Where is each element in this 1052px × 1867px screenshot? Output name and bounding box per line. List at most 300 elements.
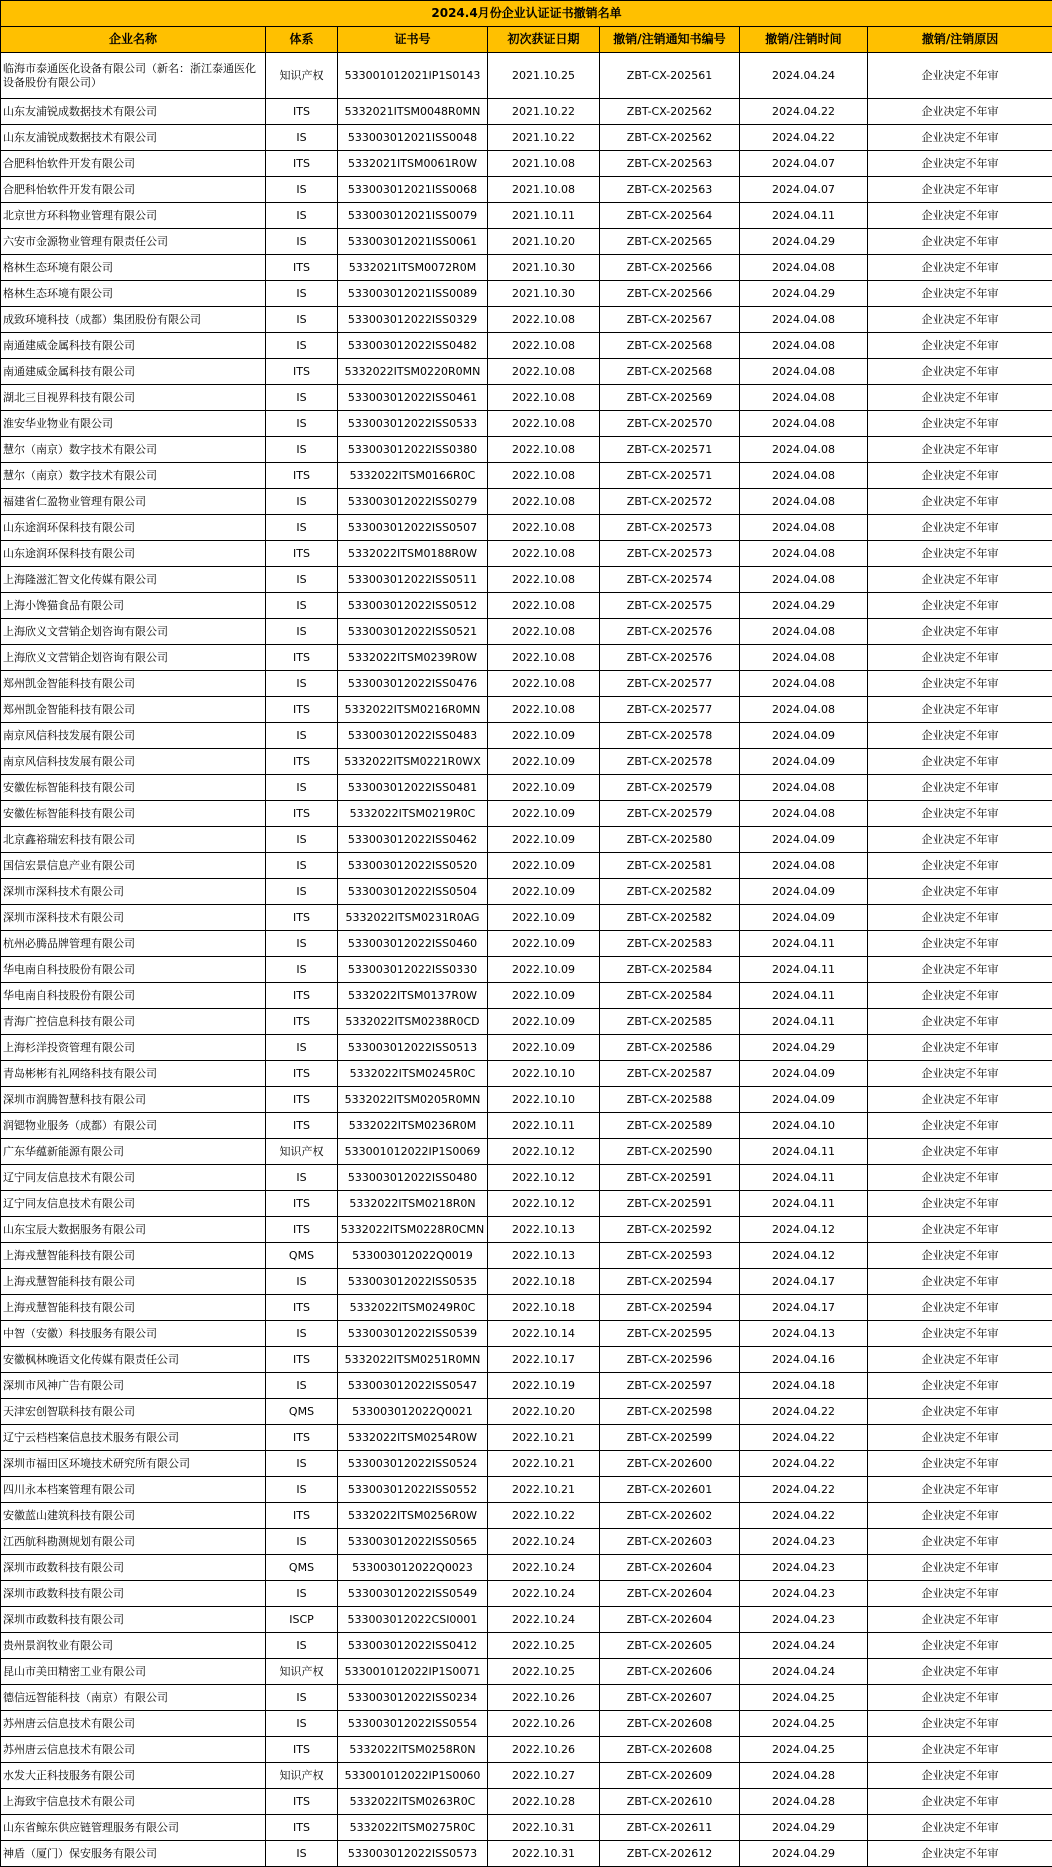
- revoke-date-cell: 2024.04.08: [740, 255, 868, 281]
- first-date-cell: 2022.10.09: [488, 749, 600, 775]
- first-date-cell: 2022.10.08: [488, 645, 600, 671]
- system-cell: IS: [266, 1711, 338, 1737]
- header-row: [1, 27, 1052, 53]
- first-date-cell: 2022.10.21: [488, 1425, 600, 1451]
- notice-no-cell: ZBT-CX-202607: [600, 1685, 740, 1711]
- company-name-cell: 深圳市深科技术有限公司: [1, 905, 266, 931]
- system-cell: IS: [266, 1451, 338, 1477]
- reason-cell: 企业决定不年审: [868, 1399, 1052, 1425]
- table-row: [1, 801, 1052, 827]
- system-cell: ITS: [266, 359, 338, 385]
- reason-cell: 企业决定不年审: [868, 255, 1052, 281]
- first-date-cell: 2022.10.08: [488, 593, 600, 619]
- cert-no-cell: 533003012022ISS0547: [338, 1373, 488, 1399]
- cert-no-cell: 5332022ITSM0218R0N: [338, 1191, 488, 1217]
- cert-no-cell: 5332022ITSM0239R0W: [338, 645, 488, 671]
- revoke-date-cell: 2024.04.08: [740, 515, 868, 541]
- cert-no-cell: 533003012022ISS0573: [338, 1841, 488, 1867]
- cert-no-cell: 533003012022ISS0480: [338, 1165, 488, 1191]
- table-row: [1, 203, 1052, 229]
- first-date-cell: 2021.10.30: [488, 281, 600, 307]
- notice-no-cell: ZBT-CX-202575: [600, 593, 740, 619]
- revoke-date-cell: 2024.04.08: [740, 671, 868, 697]
- reason-cell: 企业决定不年审: [868, 385, 1052, 411]
- revoke-date-cell: 2024.04.08: [740, 853, 868, 879]
- revoke-date-cell: 2024.04.10: [740, 1113, 868, 1139]
- revoke-date-cell: 2024.04.08: [740, 567, 868, 593]
- reason-cell: 企业决定不年审: [868, 1009, 1052, 1035]
- notice-no-cell: ZBT-CX-202600: [600, 1451, 740, 1477]
- notice-no-cell: ZBT-CX-202568: [600, 359, 740, 385]
- revoke-date-cell: 2024.04.09: [740, 1061, 868, 1087]
- notice-no-cell: ZBT-CX-202585: [600, 1009, 740, 1035]
- first-date-cell: 2022.10.09: [488, 723, 600, 749]
- revoke-date-cell: 2024.04.22: [740, 1425, 868, 1451]
- revoke-date-cell: 2024.04.25: [740, 1737, 868, 1763]
- table-row: [1, 1581, 1052, 1607]
- company-name-cell: 四川永本档案管理有限公司: [1, 1477, 266, 1503]
- system-cell: IS: [266, 1477, 338, 1503]
- notice-no-cell: ZBT-CX-202608: [600, 1711, 740, 1737]
- reason-cell: 企业决定不年审: [868, 697, 1052, 723]
- first-date-cell: 2022.10.18: [488, 1269, 600, 1295]
- company-name-cell: 上海戎慧智能科技有限公司: [1, 1295, 266, 1321]
- table-row: [1, 1607, 1052, 1633]
- notice-no-cell: ZBT-CX-202592: [600, 1217, 740, 1243]
- notice-no-cell: ZBT-CX-202604: [600, 1581, 740, 1607]
- table-row: [1, 1659, 1052, 1685]
- first-date-cell: 2022.10.11: [488, 1113, 600, 1139]
- notice-no-cell: ZBT-CX-202576: [600, 619, 740, 645]
- system-cell: ITS: [266, 1347, 338, 1373]
- system-cell: IS: [266, 671, 338, 697]
- cert-no-cell: 533003012022ISS0279: [338, 489, 488, 515]
- revoke-date-cell: 2024.04.12: [740, 1243, 868, 1269]
- company-name-cell: 南通建威金属科技有限公司: [1, 333, 266, 359]
- table-row: [1, 125, 1052, 151]
- revoke-date-cell: 2024.04.08: [740, 385, 868, 411]
- table-row: [1, 53, 1052, 99]
- cert-no-cell: 5332022ITSM0228R0CMN: [338, 1217, 488, 1243]
- first-date-cell: 2022.10.26: [488, 1737, 600, 1763]
- reason-cell: 企业决定不年审: [868, 1321, 1052, 1347]
- revoke-date-cell: 2024.04.08: [740, 541, 868, 567]
- first-date-cell: 2022.10.12: [488, 1191, 600, 1217]
- system-cell: 知识产权: [266, 1763, 338, 1789]
- revoke-date-cell: 2024.04.08: [740, 697, 868, 723]
- company-name-cell: 深圳市政数科技有限公司: [1, 1607, 266, 1633]
- cert-no-cell: 533003012022ISS0476: [338, 671, 488, 697]
- reason-cell: 企业决定不年审: [868, 1269, 1052, 1295]
- first-date-cell: 2021.10.22: [488, 125, 600, 151]
- table-row: [1, 177, 1052, 203]
- cert-no-cell: 5332022ITSM0220R0MN: [338, 359, 488, 385]
- notice-no-cell: ZBT-CX-202604: [600, 1555, 740, 1581]
- system-cell: ITS: [266, 645, 338, 671]
- notice-no-cell: ZBT-CX-202577: [600, 671, 740, 697]
- company-name-cell: 六安市金源物业管理有限责任公司: [1, 229, 266, 255]
- notice-no-cell: ZBT-CX-202564: [600, 203, 740, 229]
- cert-no-cell: 533003012022ISS0513: [338, 1035, 488, 1061]
- first-date-cell: 2022.10.08: [488, 489, 600, 515]
- company-name-cell: 山东途润环保科技有限公司: [1, 515, 266, 541]
- company-name-cell: 山东途润环保科技有限公司: [1, 541, 266, 567]
- revoke-date-cell: 2024.04.24: [740, 1659, 868, 1685]
- cert-no-cell: 533003012021ISS0068: [338, 177, 488, 203]
- first-date-cell: 2022.10.09: [488, 983, 600, 1009]
- notice-no-cell: ZBT-CX-202566: [600, 281, 740, 307]
- company-name-cell: 天津宏创智联科技有限公司: [1, 1399, 266, 1425]
- revoke-date-cell: 2024.04.08: [740, 411, 868, 437]
- table-row: [1, 905, 1052, 931]
- cert-no-cell: 5332022ITSM0221R0WX: [338, 749, 488, 775]
- revoke-date-cell: 2024.04.09: [740, 1087, 868, 1113]
- system-cell: IS: [266, 437, 338, 463]
- first-date-cell: 2022.10.25: [488, 1633, 600, 1659]
- table-row: [1, 567, 1052, 593]
- table-row: [1, 1347, 1052, 1373]
- cert-no-cell: 5332022ITSM0137R0W: [338, 983, 488, 1009]
- reason-cell: 企业决定不年审: [868, 359, 1052, 385]
- system-cell: IS: [266, 229, 338, 255]
- company-name-cell: 上海欣义文营销企划咨询有限公司: [1, 645, 266, 671]
- system-cell: ITS: [266, 255, 338, 281]
- header-first-date: 初次获证日期: [488, 27, 600, 53]
- cert-no-cell: 5332022ITSM0254R0W: [338, 1425, 488, 1451]
- system-cell: ITS: [266, 1191, 338, 1217]
- reason-cell: 企业决定不年审: [868, 541, 1052, 567]
- company-name-cell: 山东省鲸东供应链管理服务有限公司: [1, 1815, 266, 1841]
- first-date-cell: 2022.10.12: [488, 1165, 600, 1191]
- notice-no-cell: ZBT-CX-202584: [600, 983, 740, 1009]
- reason-cell: 企业决定不年审: [868, 593, 1052, 619]
- table-row: [1, 1399, 1052, 1425]
- notice-no-cell: ZBT-CX-202561: [600, 53, 740, 99]
- system-cell: IS: [266, 333, 338, 359]
- reason-cell: 企业决定不年审: [868, 619, 1052, 645]
- revoke-date-cell: 2024.04.11: [740, 931, 868, 957]
- table-row: [1, 1763, 1052, 1789]
- reason-cell: 企业决定不年审: [868, 1815, 1052, 1841]
- company-name-cell: 德信远智能科技（南京）有限公司: [1, 1685, 266, 1711]
- company-name-cell: 山东友浦锐成数据技术有限公司: [1, 99, 266, 125]
- revoke-date-cell: 2024.04.29: [740, 281, 868, 307]
- revoke-date-cell: 2024.04.29: [740, 229, 868, 255]
- reason-cell: 企业决定不年审: [868, 1555, 1052, 1581]
- cert-no-cell: 5332022ITSM0219R0C: [338, 801, 488, 827]
- cert-no-cell: 5332022ITSM0188R0W: [338, 541, 488, 567]
- company-name-cell: 合肥科怡软件开发有限公司: [1, 177, 266, 203]
- first-date-cell: 2021.10.08: [488, 177, 600, 203]
- notice-no-cell: ZBT-CX-202568: [600, 333, 740, 359]
- revoke-date-cell: 2024.04.08: [740, 801, 868, 827]
- revoke-date-cell: 2024.04.23: [740, 1607, 868, 1633]
- first-date-cell: 2022.10.09: [488, 879, 600, 905]
- revoke-date-cell: 2024.04.09: [740, 879, 868, 905]
- system-cell: IS: [266, 1321, 338, 1347]
- notice-no-cell: ZBT-CX-202604: [600, 1607, 740, 1633]
- table-row: [1, 1841, 1052, 1867]
- reason-cell: 企业决定不年审: [868, 177, 1052, 203]
- company-name-cell: 上海戎慧智能科技有限公司: [1, 1269, 266, 1295]
- first-date-cell: 2021.10.30: [488, 255, 600, 281]
- first-date-cell: 2022.10.09: [488, 1009, 600, 1035]
- cert-no-cell: 533001012022IP1S0071: [338, 1659, 488, 1685]
- table-row: [1, 1815, 1052, 1841]
- notice-no-cell: ZBT-CX-202579: [600, 775, 740, 801]
- table-row: [1, 697, 1052, 723]
- cert-no-cell: 533003012022ISS0462: [338, 827, 488, 853]
- revoke-date-cell: 2024.04.09: [740, 723, 868, 749]
- system-cell: ITS: [266, 1009, 338, 1035]
- revoke-date-cell: 2024.04.11: [740, 1165, 868, 1191]
- first-date-cell: 2022.10.13: [488, 1243, 600, 1269]
- system-cell: IS: [266, 723, 338, 749]
- system-cell: IS: [266, 489, 338, 515]
- reason-cell: 企业决定不年审: [868, 1685, 1052, 1711]
- company-name-cell: 合肥科怡软件开发有限公司: [1, 151, 266, 177]
- cert-no-cell: 533003012022ISS0380: [338, 437, 488, 463]
- notice-no-cell: ZBT-CX-202562: [600, 99, 740, 125]
- company-name-cell: 北京鑫裕瑞宏科技有限公司: [1, 827, 266, 853]
- table-row: [1, 489, 1052, 515]
- company-name-cell: 福建省仁盈物业管理有限公司: [1, 489, 266, 515]
- table-row: [1, 1035, 1052, 1061]
- notice-no-cell: ZBT-CX-202595: [600, 1321, 740, 1347]
- reason-cell: 企业决定不年审: [868, 515, 1052, 541]
- company-name-cell: 苏州唐云信息技术有限公司: [1, 1737, 266, 1763]
- first-date-cell: 2021.10.25: [488, 53, 600, 99]
- first-date-cell: 2022.10.09: [488, 957, 600, 983]
- reason-cell: 企业决定不年审: [868, 567, 1052, 593]
- notice-no-cell: ZBT-CX-202610: [600, 1789, 740, 1815]
- cert-no-cell: 533003012022ISS0460: [338, 931, 488, 957]
- reason-cell: 企业决定不年审: [868, 1581, 1052, 1607]
- reason-cell: 企业决定不年审: [868, 1295, 1052, 1321]
- company-name-cell: 南京风信科技发展有限公司: [1, 723, 266, 749]
- cert-no-cell: 5332022ITSM0205R0MN: [338, 1087, 488, 1113]
- table-row: [1, 229, 1052, 255]
- first-date-cell: 2022.10.24: [488, 1529, 600, 1555]
- title-row: [1, 1, 1052, 27]
- cert-no-cell: 533003012022ISS0412: [338, 1633, 488, 1659]
- system-cell: ITS: [266, 801, 338, 827]
- reason-cell: 企业决定不年审: [868, 1139, 1052, 1165]
- notice-no-cell: ZBT-CX-202573: [600, 515, 740, 541]
- notice-no-cell: ZBT-CX-202612: [600, 1841, 740, 1867]
- system-cell: IS: [266, 177, 338, 203]
- reason-cell: 企业决定不年审: [868, 983, 1052, 1009]
- notice-no-cell: ZBT-CX-202569: [600, 385, 740, 411]
- table-row: [1, 671, 1052, 697]
- revoke-date-cell: 2024.04.16: [740, 1347, 868, 1373]
- company-name-cell: 南通建威金属科技有限公司: [1, 359, 266, 385]
- reason-cell: 企业决定不年审: [868, 723, 1052, 749]
- revoke-date-cell: 2024.04.29: [740, 1815, 868, 1841]
- reason-cell: 企业决定不年审: [868, 1087, 1052, 1113]
- notice-no-cell: ZBT-CX-202587: [600, 1061, 740, 1087]
- cert-no-cell: 533003012022ISS0461: [338, 385, 488, 411]
- first-date-cell: 2022.10.09: [488, 905, 600, 931]
- cert-no-cell: 5332022ITSM0238R0CD: [338, 1009, 488, 1035]
- reason-cell: 企业决定不年审: [868, 827, 1052, 853]
- system-cell: IS: [266, 1269, 338, 1295]
- first-date-cell: 2022.10.28: [488, 1789, 600, 1815]
- first-date-cell: 2022.10.09: [488, 931, 600, 957]
- table-row: [1, 1113, 1052, 1139]
- revoke-date-cell: 2024.04.09: [740, 749, 868, 775]
- system-cell: ITS: [266, 1503, 338, 1529]
- company-name-cell: 临海市泰通医化设备有限公司（新名：浙江泰通医化设备股份有限公司）: [1, 53, 266, 99]
- system-cell: IS: [266, 1841, 338, 1867]
- cert-no-cell: 533003012022Q0023: [338, 1555, 488, 1581]
- header-system: 体系: [266, 27, 338, 53]
- cert-no-cell: 533003012022Q0019: [338, 1243, 488, 1269]
- reason-cell: 企业决定不年审: [868, 1633, 1052, 1659]
- system-cell: IS: [266, 619, 338, 645]
- revoke-date-cell: 2024.04.28: [740, 1763, 868, 1789]
- first-date-cell: 2022.10.13: [488, 1217, 600, 1243]
- table-row: [1, 99, 1052, 125]
- notice-no-cell: ZBT-CX-202582: [600, 905, 740, 931]
- company-name-cell: 辽宁同友信息技术有限公司: [1, 1165, 266, 1191]
- system-cell: ITS: [266, 1217, 338, 1243]
- cert-no-cell: 533003012022ISS0329: [338, 307, 488, 333]
- notice-no-cell: ZBT-CX-202586: [600, 1035, 740, 1061]
- revoke-date-cell: 2024.04.07: [740, 151, 868, 177]
- first-date-cell: 2022.10.08: [488, 411, 600, 437]
- first-date-cell: 2022.10.09: [488, 1035, 600, 1061]
- revoke-date-cell: 2024.04.11: [740, 1009, 868, 1035]
- revoke-date-cell: 2024.04.23: [740, 1581, 868, 1607]
- company-name-cell: 深圳市深科技术有限公司: [1, 879, 266, 905]
- reason-cell: 企业决定不年审: [868, 775, 1052, 801]
- revoke-date-cell: 2024.04.22: [740, 1399, 868, 1425]
- reason-cell: 企业决定不年审: [868, 1607, 1052, 1633]
- first-date-cell: 2022.10.31: [488, 1815, 600, 1841]
- system-cell: ITS: [266, 983, 338, 1009]
- cert-no-cell: 533003012022ISS0524: [338, 1451, 488, 1477]
- company-name-cell: 安徽蓝山建筑科技有限公司: [1, 1503, 266, 1529]
- table-row: [1, 1685, 1052, 1711]
- table-row: [1, 879, 1052, 905]
- system-cell: IS: [266, 515, 338, 541]
- reason-cell: 企业决定不年审: [868, 99, 1052, 125]
- reason-cell: 企业决定不年审: [868, 1243, 1052, 1269]
- company-name-cell: 安徽枫林晚语文化传媒有限责任公司: [1, 1347, 266, 1373]
- cert-no-cell: 533003012022ISS0533: [338, 411, 488, 437]
- revoke-date-cell: 2024.04.09: [740, 905, 868, 931]
- notice-no-cell: ZBT-CX-202603: [600, 1529, 740, 1555]
- system-cell: IS: [266, 1633, 338, 1659]
- header-notice-no: 撤销/注销通知书编号: [600, 27, 740, 53]
- company-name-cell: 苏州唐云信息技术有限公司: [1, 1711, 266, 1737]
- first-date-cell: 2022.10.08: [488, 333, 600, 359]
- cert-no-cell: 5332022ITSM0236R0M: [338, 1113, 488, 1139]
- reason-cell: 企业决定不年审: [868, 1165, 1052, 1191]
- table-row: [1, 1139, 1052, 1165]
- cert-no-cell: 533003012021ISS0089: [338, 281, 488, 307]
- cert-no-cell: 533003012022ISS0549: [338, 1581, 488, 1607]
- system-cell: IS: [266, 411, 338, 437]
- first-date-cell: 2022.10.21: [488, 1451, 600, 1477]
- notice-no-cell: ZBT-CX-202590: [600, 1139, 740, 1165]
- cert-no-cell: 533003012022ISS0234: [338, 1685, 488, 1711]
- reason-cell: 企业决定不年审: [868, 229, 1052, 255]
- cert-no-cell: 533003012022ISS0535: [338, 1269, 488, 1295]
- system-cell: IS: [266, 853, 338, 879]
- company-name-cell: 格林生态环境有限公司: [1, 281, 266, 307]
- system-cell: IS: [266, 593, 338, 619]
- reason-cell: 企业决定不年审: [868, 1711, 1052, 1737]
- notice-no-cell: ZBT-CX-202583: [600, 931, 740, 957]
- cert-no-cell: 5332022ITSM0231R0AG: [338, 905, 488, 931]
- notice-no-cell: ZBT-CX-202572: [600, 489, 740, 515]
- notice-no-cell: ZBT-CX-202588: [600, 1087, 740, 1113]
- table-row: [1, 1295, 1052, 1321]
- first-date-cell: 2022.10.10: [488, 1087, 600, 1113]
- table-row: [1, 983, 1052, 1009]
- system-cell: IS: [266, 827, 338, 853]
- reason-cell: 企业决定不年审: [868, 853, 1052, 879]
- first-date-cell: 2021.10.11: [488, 203, 600, 229]
- cert-no-cell: 5332021ITSM0048R0MN: [338, 99, 488, 125]
- table-row: [1, 1555, 1052, 1581]
- table-row: [1, 1425, 1052, 1451]
- system-cell: ITS: [266, 1425, 338, 1451]
- table-row: [1, 1009, 1052, 1035]
- table-row: [1, 333, 1052, 359]
- table-row: [1, 853, 1052, 879]
- reason-cell: 企业决定不年审: [868, 957, 1052, 983]
- reason-cell: 企业决定不年审: [868, 749, 1052, 775]
- reason-cell: 企业决定不年审: [868, 53, 1052, 99]
- system-cell: IS: [266, 385, 338, 411]
- cert-no-cell: 5332021ITSM0072R0M: [338, 255, 488, 281]
- table-row: [1, 359, 1052, 385]
- company-name-cell: 神盾（厦门）保安服务有限公司: [1, 1841, 266, 1867]
- table-body: [1, 53, 1052, 1867]
- first-date-cell: 2022.10.08: [488, 463, 600, 489]
- table-row: [1, 1737, 1052, 1763]
- revoke-date-cell: 2024.04.23: [740, 1555, 868, 1581]
- system-cell: ITS: [266, 697, 338, 723]
- cert-no-cell: 533003012022ISS0521: [338, 619, 488, 645]
- system-cell: IS: [266, 879, 338, 905]
- first-date-cell: 2022.10.09: [488, 775, 600, 801]
- table-row: [1, 307, 1052, 333]
- notice-no-cell: ZBT-CX-202567: [600, 307, 740, 333]
- table-row: [1, 1061, 1052, 1087]
- system-cell: ITS: [266, 1789, 338, 1815]
- company-name-cell: 上海小馋猫食品有限公司: [1, 593, 266, 619]
- first-date-cell: 2022.10.08: [488, 437, 600, 463]
- system-cell: ITS: [266, 1113, 338, 1139]
- system-cell: IS: [266, 567, 338, 593]
- notice-no-cell: ZBT-CX-202582: [600, 879, 740, 905]
- notice-no-cell: ZBT-CX-202593: [600, 1243, 740, 1269]
- first-date-cell: 2022.10.26: [488, 1711, 600, 1737]
- first-date-cell: 2022.10.24: [488, 1581, 600, 1607]
- reason-cell: 企业决定不年审: [868, 879, 1052, 905]
- notice-no-cell: ZBT-CX-202597: [600, 1373, 740, 1399]
- company-name-cell: 广东华蕴新能源有限公司: [1, 1139, 266, 1165]
- table-row: [1, 1451, 1052, 1477]
- notice-no-cell: ZBT-CX-202594: [600, 1295, 740, 1321]
- table-row: [1, 1191, 1052, 1217]
- company-name-cell: 深圳市政数科技有限公司: [1, 1555, 266, 1581]
- notice-no-cell: ZBT-CX-202581: [600, 853, 740, 879]
